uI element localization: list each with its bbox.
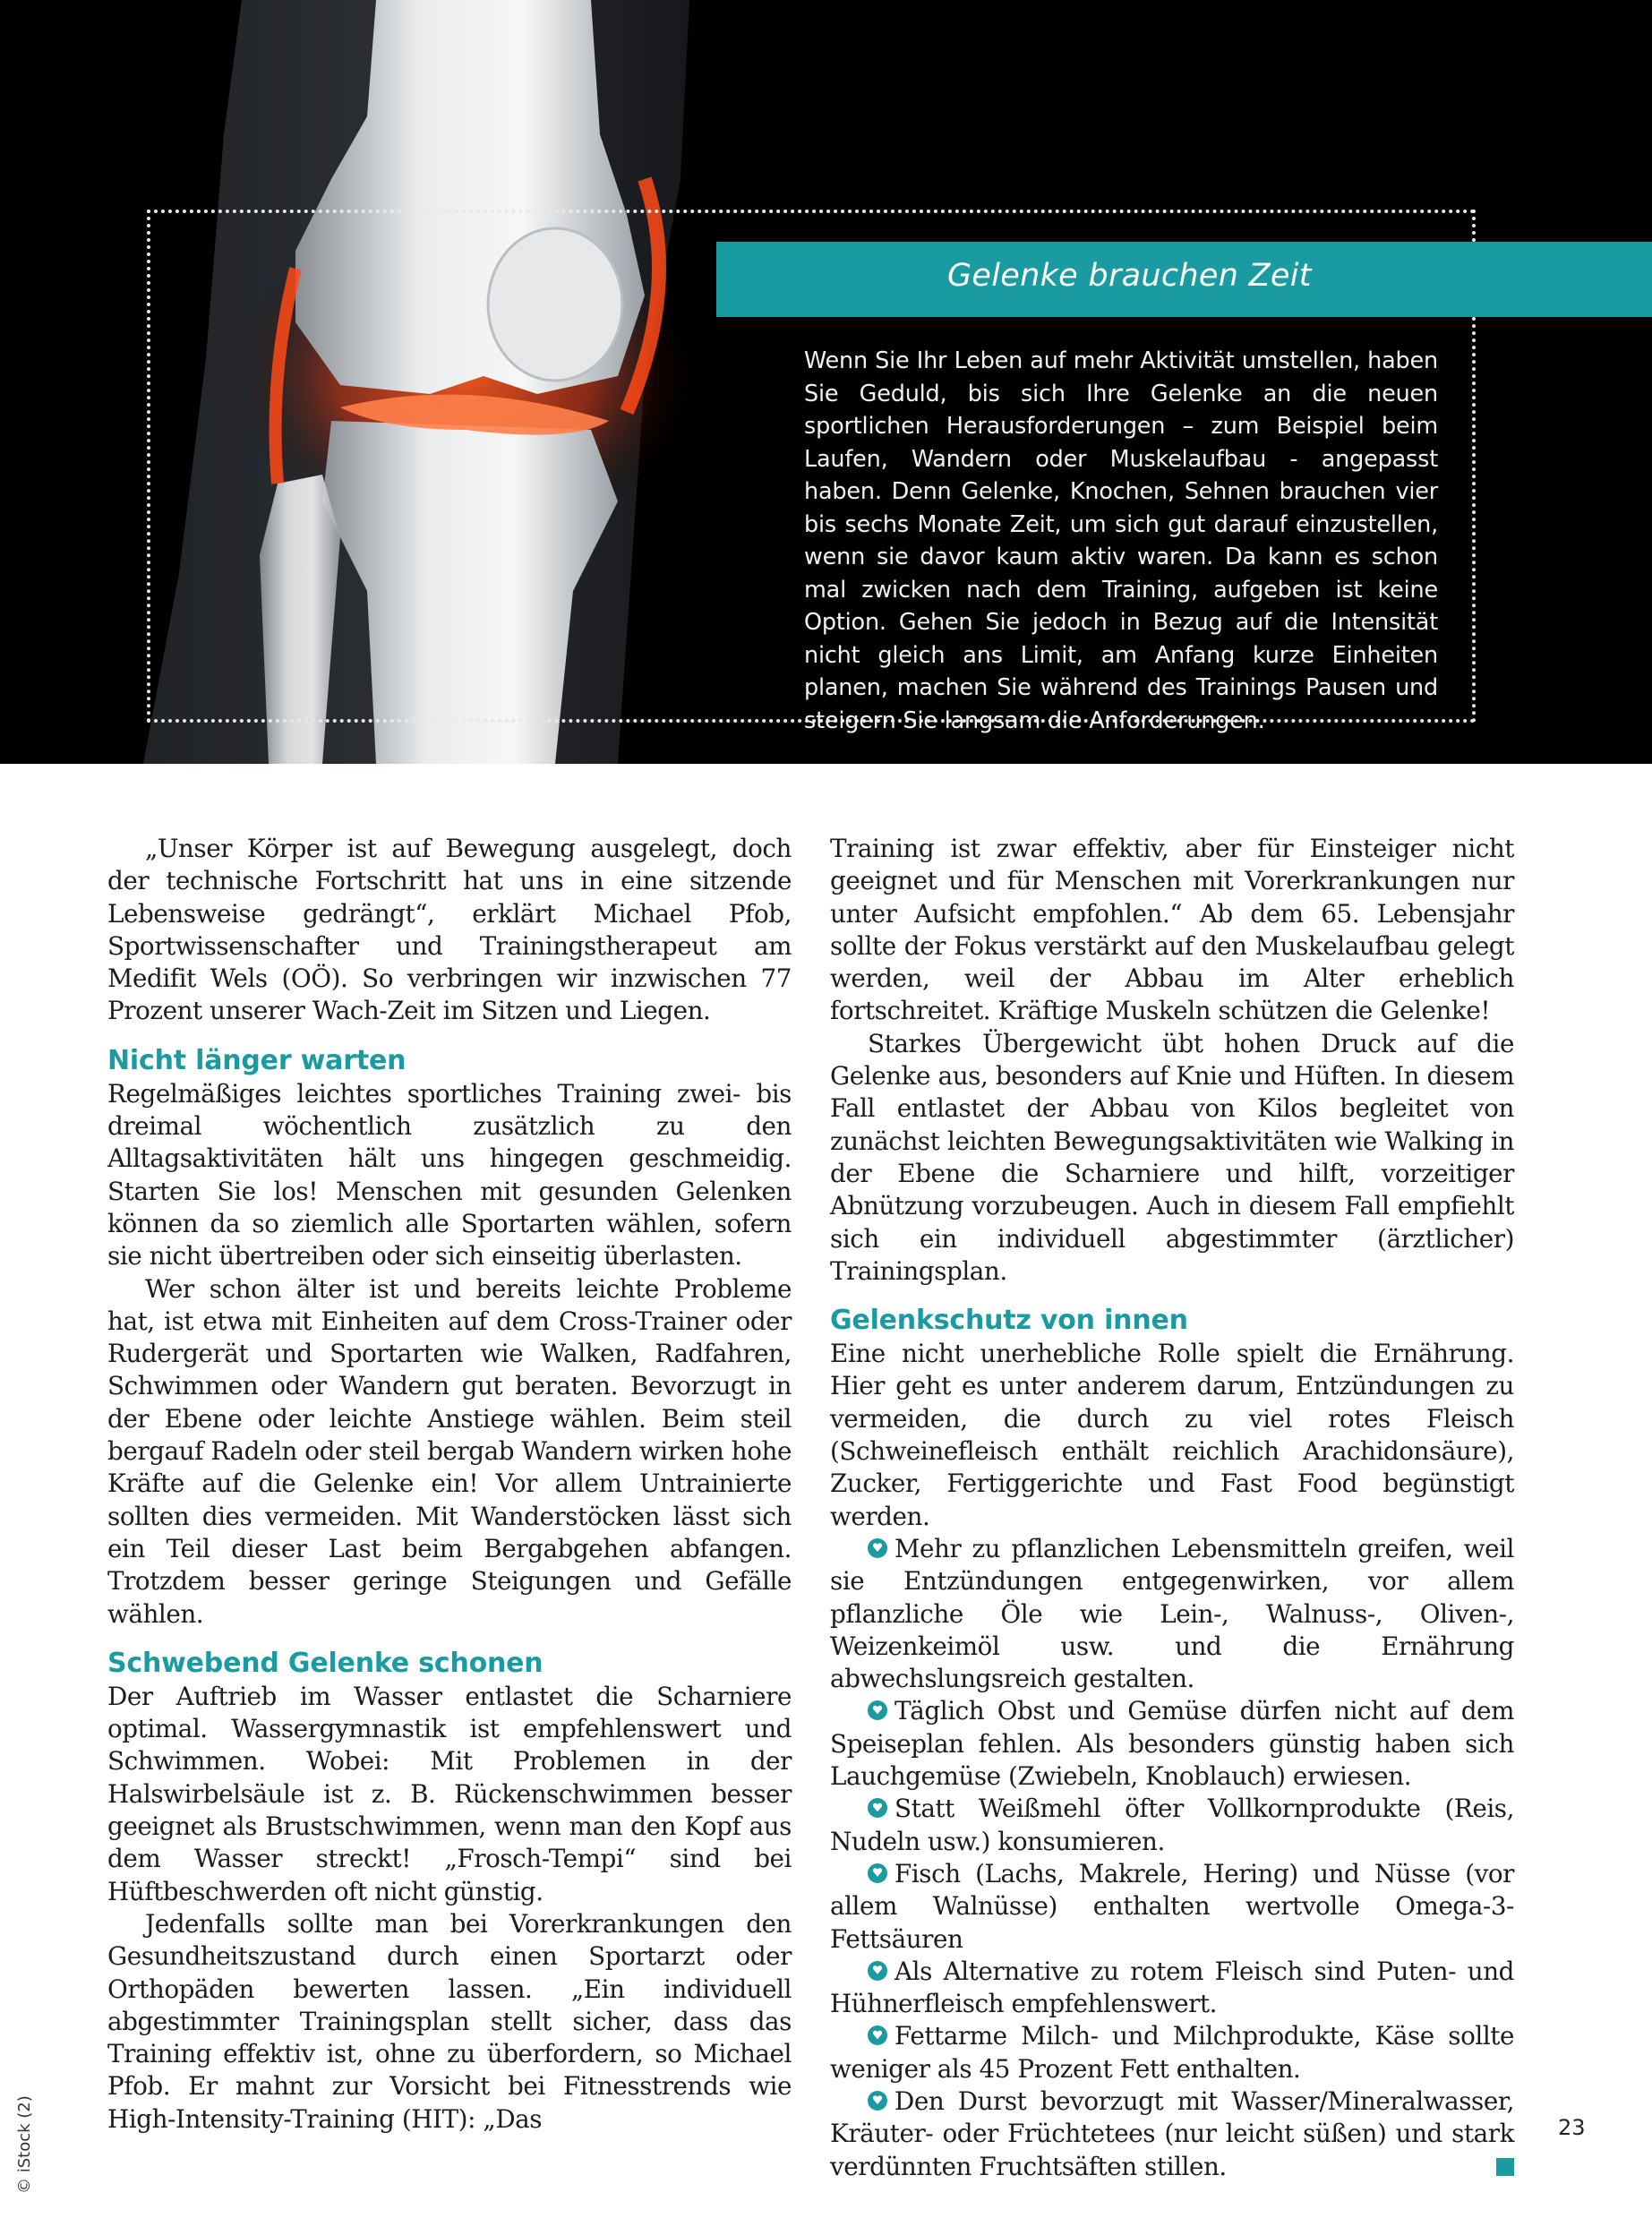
list-item: Täglich Obst und Gemüse dürfen nicht auf dem Speiseplan fehlen. Als besonders günstig haben sich Lauchgemüse (Zwiebeln, Knoblauch) erwiesen. <box>830 1696 1514 1792</box>
list-item: Fisch (Lachs, Makrele, Hering) und Nüsse (vor allem Walnüsse) enthalten wertvolle Omega-3-Fettsäuren <box>830 1858 1514 1954</box>
list-item: Den Durst bevorzugt mit Wasser/Mineralwasser, Kräuter- oder Früchtetees (nur leicht süßen) und stark verdünnten Fruchtsäften stillen. <box>830 2085 1514 2181</box>
section-heading: Schwebend Gelenke schonen <box>107 1647 544 1679</box>
heart-icon <box>868 1700 887 1720</box>
section-heading: Gelenkschutz von innen <box>830 1305 1188 1337</box>
heart-icon <box>868 1538 887 1558</box>
heart-icon <box>868 1961 887 1981</box>
heart-icon <box>868 1863 887 1883</box>
paragraph: Wer schon älter ist und bereits leichte Probleme hat, ist etwa mit Einheiten auf dem Cross-Trainer oder Rudergerät und Sportarten wie Walken, Radfahren, Schwimmen oder Wandern gut beraten. Bevorzugt in der Ebene oder leichte Anstiege wählen. Beim steil bergauf Radeln oder steil bergab Wandern wirken hohe Kräfte auf die Gelenke ein! Vor allem Untrainierte sollten dies vermeiden. Mit Wanderstöcken lässt sich ein Teil dieser Last beim Bergabgehen abfangen. Trotzdem besser geringe Steigungen und Gefälle wählen. <box>107 1273 792 1629</box>
section-heading: Nicht länger warten <box>107 1044 407 1076</box>
end-mark-icon <box>1496 2158 1514 2176</box>
hero-image <box>0 0 1652 764</box>
paragraph: Jedenfalls sollte man bei Vorerkrankungen den Gesundheitszustand durch einen Sportarzt oder Orthopäden bewerten lassen. „Ein individuell abgestimmter Trainingsplan stellt sicher, dass das Training effektiv ist, ohne zu überfordern, so Michael Pfob. Er mahnt zur Vorsicht bei Fitnesstrends wie High-Intensity-Training (HIT): „Das <box>107 1908 792 2134</box>
paragraph: Eine nicht unerhebliche Rolle spielt die Ernährung. Hier geht es unter anderem darum, Entzündungen zu vermeiden, die durch zu viel rotes Fleisch (Schweinefleisch enthält reichlich Arachidonsäure), Zucker, Fertiggerichte und Fast Food begünstigt werden. <box>830 1339 1514 1531</box>
intro-paragraph: „Unser Körper ist auf Bewegung ausgelegt, doch der technische Fortschritt hat uns in eine sitzende Lebensweise gedrängt“, erklärt Michael Pfob, Sportwissenschafter und Trainingstherapeut am Medifit Wels (OÖ). So verbringen wir inzwischen 77 Prozent unserer Wach-Zeit im Sitzen und Liegen. <box>107 834 792 1026</box>
heart-icon <box>868 2025 887 2045</box>
list-item: Statt Weißmehl öfter Vollkornprodukte (Reis, Nudeln usw.) konsumieren. <box>830 1794 1514 1856</box>
box-title: Gelenke brauchen Zeit <box>947 258 1312 294</box>
page-number: 23 <box>1558 2115 1586 2140</box>
paragraph: Der Auftrieb im Wasser entlastet die Scharniere optimal. Wassergymnastik ist empfehlenswert und Schwimmen. Wobei: Mit Problemen in der Halswirbelsäule ist z. B. Rückenschwimmen besser geeignet als Brustschwimmen, wenn man den Kopf aus dem Wasser streckt! „Frosch-Tempi“ sind bei Hüftbeschwerden oft nicht günstig. <box>107 1681 792 1906</box>
list-item: Als Alternative zu rotem Fleisch sind Puten- und Hühnerfleisch empfehlenswert. <box>830 1956 1514 2019</box>
list-item: Fettarme Milch- und Milchprodukte, Käse sollte weniger als 45 Prozent Fett enthalten. <box>830 2021 1514 2084</box>
heart-icon <box>868 2091 887 2111</box>
box-text: Wenn Sie Ihr Leben auf mehr Aktivität umstellen, haben Sie Geduld, bis sich Ihre Gelenke an die neuen sportlichen Herausforderungen – zum Beispiel beim Laufen, Wandern oder Muskelaufbau - angepasst haben. Denn Gelenke, Knochen, Sehnen brauchen vier bis sechs Monate Zeit, um sich gut darauf einzustellen, wenn sie davor kaum aktiv waren. Da kann es schon mal zwicken nach dem Training, aufgeben ist keine Option. Gehen Sie jedoch in Bezug auf die Intensität nicht gleich ans Limit, am Anfang kurze Einheiten planen, machen Sie während des Trainings Pausen und steigern Sie langsam die Anforderungen. <box>804 347 1438 734</box>
photo-credit: © iStock (2) <box>15 2095 34 2194</box>
box-title-banner <box>716 242 1652 317</box>
paragraph: Starkes Übergewicht übt hohen Druck auf die Gelenke aus, besonders auf Knie und Hüften. In diesem Fall entlastet der Abbau von Kilos begleitet von zunächst leichten Bewegungsaktivitäten wie Walking in der Ebene die Scharniere und hilft, vorzeitiger Abnützung vorzubeugen. Auch in diesem Fall empfiehlt sich ein individuell abgestimmter (ärztlicher) Trainingsplan. <box>830 1028 1514 1286</box>
right-column <box>830 833 1514 2183</box>
list-item: Mehr zu pflanzlichen Lebensmitteln greifen, weil sie Entzündungen entgegenwirken, vor allem pflanzliche Öle wie Lein-, Walnuss-, Oliven-, Weizenkeimöl usw. und die Ernährung abwechslungsreich gestalten. <box>830 1533 1514 1694</box>
paragraph: Training ist zwar effektiv, aber für Einsteiger nicht geeignet und für Menschen mit Vorerkrankungen nur unter Aufsicht empfohlen.“ Ab dem 65. Lebensjahr sollte der Fokus verstärkt auf den Muskelaufbau gelegt werden, weil der Abbau im Alter erheblich fortschreitet. Kräftige Muskeln schützen die Gelenke! <box>830 834 1514 1026</box>
paragraph: Regelmäßiges leichtes sportliches Training zwei- bis dreimal wöchentlich zusätzlich zu den Alltagsaktivitäten hält uns hingegen geschmeidig. Starten Sie los! Menschen mit gesunden Gelenken können da so ziemlich alle Sportarten wählen, sofern sie nicht übertreiben oder sich einseitig überlasten. <box>107 1078 792 1272</box>
left-column <box>107 833 792 2136</box>
heart-icon <box>868 1798 887 1818</box>
